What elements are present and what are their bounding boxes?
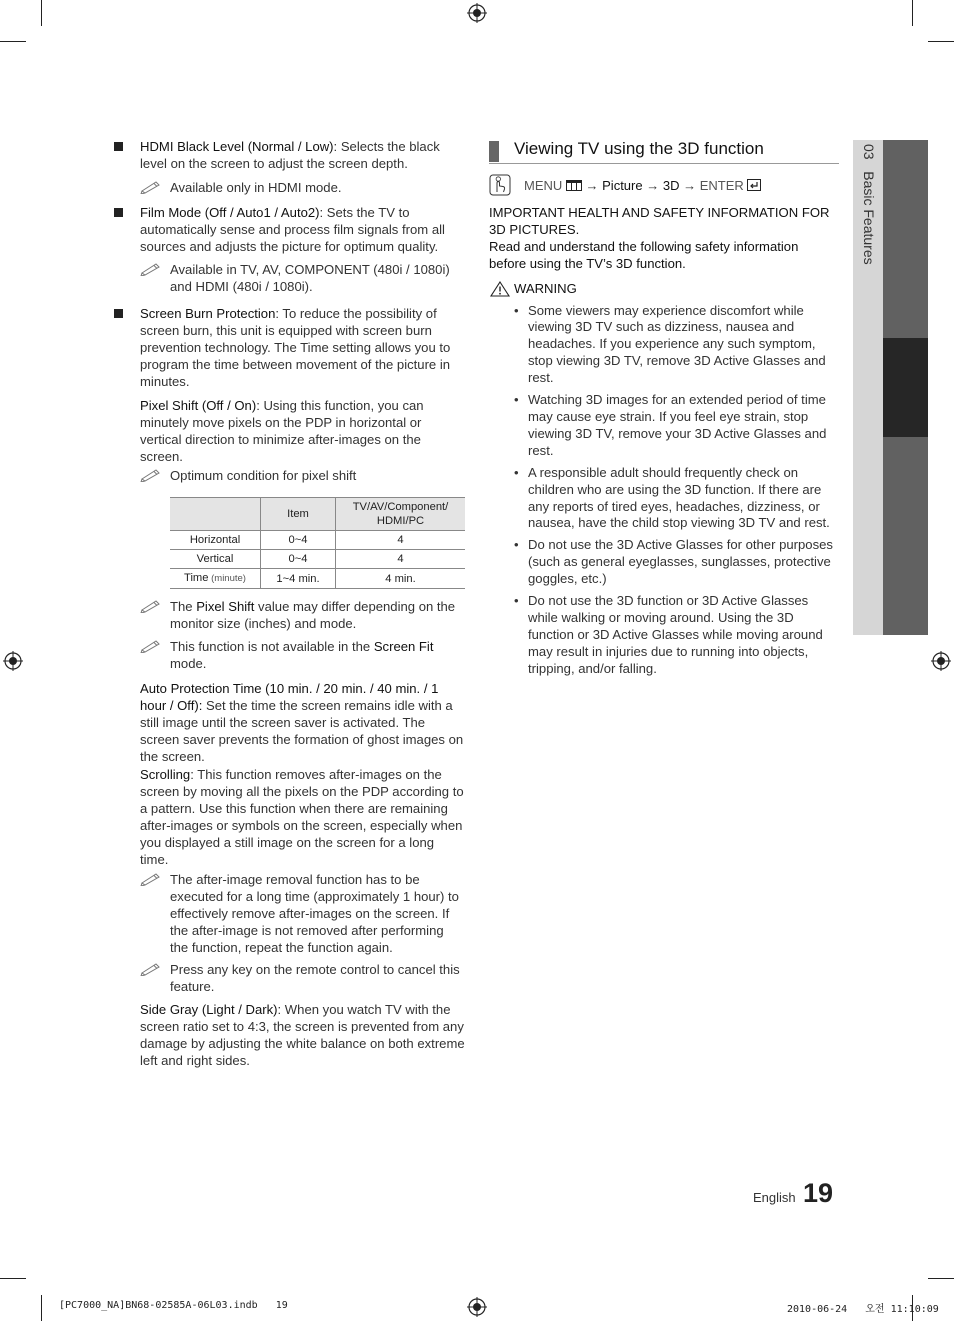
warning-label: WARNING bbox=[514, 280, 577, 296]
note-bold: Screen Fit bbox=[373, 639, 434, 655]
note-text: Available only in HDMI mode. bbox=[170, 179, 342, 195]
list-item: • A responsible adult should frequently check on children who are using the 3D function. If there are any reports of tired eyes, headaches, dizziness, or nausea, have the child stop viewing 3D TV and rest. bbox=[489, 465, 839, 533]
crop-mark bbox=[41, 0, 42, 26]
screen-burn-item bbox=[140, 306, 465, 391]
table-cell: 0~4 bbox=[261, 550, 336, 569]
arrow: → bbox=[581, 178, 603, 193]
arrow: → bbox=[679, 178, 700, 193]
table-cell: 1~4 min. bbox=[261, 569, 336, 589]
pencil-note-icon bbox=[140, 599, 162, 613]
film-mode-note bbox=[140, 262, 465, 296]
list-item: • Some viewers may experience discomfort while viewing 3D TV such as dizziness, nausea and headaches. If you experience any such symptom, stop viewing 3D TV, remove 3D Active Glasses and rest. bbox=[489, 303, 839, 388]
pencil-note-icon bbox=[140, 468, 162, 482]
registration-mark-icon bbox=[3, 651, 23, 671]
side-gray-text: : When you watch TV with the screen ratio set to 4:3, the screen is prevented from any damage by adjusting the white balance on both extreme left and right sides. bbox=[140, 1002, 465, 1068]
scrolling-text: : This function removes after-images on the screen by moving all the pixels on the PDP according to a pattern. Use this function when there are remaining after-images or symbols on the screen, especially when you displayed a still image on the screen for a long time. bbox=[140, 767, 464, 867]
crop-mark bbox=[41, 1295, 42, 1321]
table-cell-label bbox=[170, 550, 261, 569]
table-header-row bbox=[170, 498, 465, 531]
scrolling-item bbox=[140, 767, 465, 868]
hdmi-black-level-term: HDMI Black Level (Normal / Low) bbox=[140, 139, 334, 154]
section-title-bar bbox=[489, 141, 499, 162]
pixel-shift-item bbox=[140, 398, 465, 466]
important-heading: IMPORTANT HEALTH AND SAFETY INFORMATION FOR 3D PICTURES. bbox=[489, 205, 830, 237]
auto-protection-term: Auto Protection Time (10 min. / 20 min. / 40 min. / 1 hour / Off): bbox=[140, 680, 439, 713]
row-unit: (minute) bbox=[208, 573, 246, 585]
arrow: → bbox=[642, 178, 663, 193]
registration-mark-icon bbox=[931, 651, 951, 671]
left-column bbox=[140, 139, 465, 1077]
file-info: [PC7000_NA]BN68-02585A-06L03.indb 19 bbox=[59, 1300, 288, 1311]
list-item: • Do not use the 3D function or 3D Active Glasses while walking or moving around. Using the 3D function or 3D Active Glasses while moving around may result in injuries due to running into objects, tripping, and/or falling. bbox=[489, 593, 839, 678]
important-subheading: Read and understand the following safety information before using the TV’s 3D function. bbox=[489, 238, 799, 271]
film-mode-text: : Sets the TV to automatically sense and process film signals from all sources and adjusts the picture for optimum quality. bbox=[140, 204, 445, 254]
hdmi-black-level-note bbox=[140, 180, 465, 197]
square-bullet-icon bbox=[114, 208, 123, 217]
scrolling-note-1 bbox=[140, 872, 465, 957]
hdmi-black-level-item bbox=[140, 139, 465, 173]
hdmi-black-level-text: : Selects the black level on the screen to adjust the screen depth. bbox=[140, 139, 440, 171]
side-tab-label bbox=[861, 144, 877, 265]
menu-icon bbox=[566, 180, 582, 191]
film-mode-item bbox=[140, 205, 465, 256]
remote-hand-icon bbox=[489, 174, 511, 196]
side-tab-dark-bottom bbox=[883, 437, 928, 635]
warning-list bbox=[489, 303, 839, 678]
pencil-note-icon bbox=[140, 962, 162, 976]
crop-mark bbox=[0, 1278, 26, 1279]
table-cell: 4 bbox=[336, 531, 466, 550]
print-timestamp: 2010-06-24 오전 11:10:09 bbox=[787, 1304, 939, 1315]
note-text: mode. bbox=[170, 656, 207, 672]
scrolling-term: Scrolling bbox=[140, 767, 191, 783]
chapter-number: 03 bbox=[861, 144, 877, 160]
table-header-cell: Item bbox=[261, 498, 336, 531]
chapter-title: Basic Features bbox=[861, 171, 877, 265]
chapter-side-tab bbox=[853, 140, 928, 635]
screen-fit-note bbox=[140, 639, 465, 673]
note-text: Optimum condition for pixel shift bbox=[170, 468, 357, 484]
pixel-shift-text: : Using this function, you can minutely move pixels on the PDP in horizontal or vertical direction to minimize after-images on the screen. bbox=[140, 397, 424, 464]
film-mode-term: Film Mode (Off / Auto1 / Auto2) bbox=[140, 204, 320, 220]
list-item: • Do not use the 3D Active Glasses for other purposes (such as general eyeglasses, sunglasses, protective goggles, etc.) bbox=[489, 537, 839, 588]
enter-label: ENTER bbox=[699, 178, 744, 193]
square-bullet-icon bbox=[114, 142, 123, 151]
pencil-note-icon bbox=[140, 180, 162, 194]
menu-label: MENU bbox=[524, 178, 563, 193]
screen-burn-text: : To reduce the possibility of screen burn, this unit is equipped with screen burn prevention technology. The Time setting allows you to program the time between movement of the picture in minutes. bbox=[140, 306, 451, 389]
pixel-shift-size-note bbox=[140, 599, 465, 633]
table-cell: 4 bbox=[336, 550, 466, 569]
table-cell: 4 min. bbox=[336, 569, 466, 589]
crop-mark bbox=[928, 41, 954, 42]
scrolling-note-2 bbox=[140, 962, 465, 996]
table-header-cell: TV/AV/Component/ HDMI/PC bbox=[336, 498, 466, 531]
row-label: Time bbox=[184, 572, 209, 585]
table-header-cell bbox=[170, 498, 261, 531]
note-bold: Pixel Shift bbox=[196, 599, 255, 615]
note-text: value may differ depending on the monitor size (inches) and mode. bbox=[170, 599, 456, 632]
note-text: The bbox=[170, 599, 197, 615]
side-tab-active bbox=[883, 338, 928, 437]
table-cell-label bbox=[170, 531, 261, 550]
registration-mark-icon bbox=[467, 1297, 487, 1317]
registration-mark-icon bbox=[467, 3, 487, 23]
menu-3d: 3D bbox=[662, 178, 680, 193]
list-item: • Watching 3D images for an extended period of time may cause eye strain. If you feel eye strain, stop viewing 3D TV, remove your 3D Active Glasses and rest. bbox=[489, 392, 839, 460]
side-gray-item bbox=[140, 1002, 465, 1070]
screen-burn-term: Screen Burn Protection bbox=[140, 306, 276, 322]
side-gray-term: Side Gray (Light / Dark) bbox=[140, 1002, 278, 1018]
section-title-text: Viewing TV using the 3D function bbox=[514, 139, 764, 158]
auto-protection-item bbox=[140, 681, 465, 766]
note-text: Press any key on the remote control to cancel this feature. bbox=[170, 962, 460, 995]
enter-icon bbox=[747, 179, 761, 191]
section-title bbox=[489, 139, 839, 164]
square-bullet-icon bbox=[114, 309, 123, 318]
right-column bbox=[489, 205, 839, 683]
table-cell-label bbox=[170, 569, 261, 589]
side-tab-dark-top bbox=[883, 140, 928, 338]
pencil-note-icon bbox=[140, 639, 162, 653]
table-row bbox=[170, 569, 465, 589]
pixel-shift-term: Pixel Shift (Off / On) bbox=[140, 397, 257, 413]
page-number: 19 bbox=[803, 1178, 834, 1208]
auto-protection-text: Set the time the screen remains idle with a still image until the screen saver is activated. The screen saver prevents the formation of ghost images on the screen. bbox=[140, 697, 464, 764]
note-text: This function is not available in the bbox=[170, 639, 374, 655]
crop-mark bbox=[928, 1278, 954, 1279]
footer-language: English bbox=[753, 1190, 796, 1205]
pixel-shift-table bbox=[170, 497, 465, 589]
crop-mark bbox=[0, 41, 26, 42]
pixel-shift-note bbox=[140, 468, 465, 485]
note-text: The after-image removal function has to be executed for a long time (approximately 1 hour) to effectively remove after-images on the screen. If the after-image is not removed after performing the function, repeat the function again. bbox=[170, 871, 459, 955]
menu-picture: Picture bbox=[602, 178, 643, 193]
row-label: Vertical bbox=[196, 553, 234, 566]
table-row bbox=[170, 550, 465, 569]
warning-heading bbox=[489, 281, 839, 298]
pencil-note-icon bbox=[140, 872, 162, 886]
table-cell: 0~4 bbox=[261, 531, 336, 550]
table-row bbox=[170, 531, 465, 550]
pencil-note-icon bbox=[140, 262, 162, 276]
note-text: Available in TV, AV, COMPONENT (480i / 1080i) and HDMI (480i / 1080i). bbox=[170, 262, 450, 295]
warning-triangle-icon bbox=[490, 281, 510, 297]
crop-mark bbox=[912, 0, 913, 26]
row-label: Horizontal bbox=[189, 534, 241, 547]
